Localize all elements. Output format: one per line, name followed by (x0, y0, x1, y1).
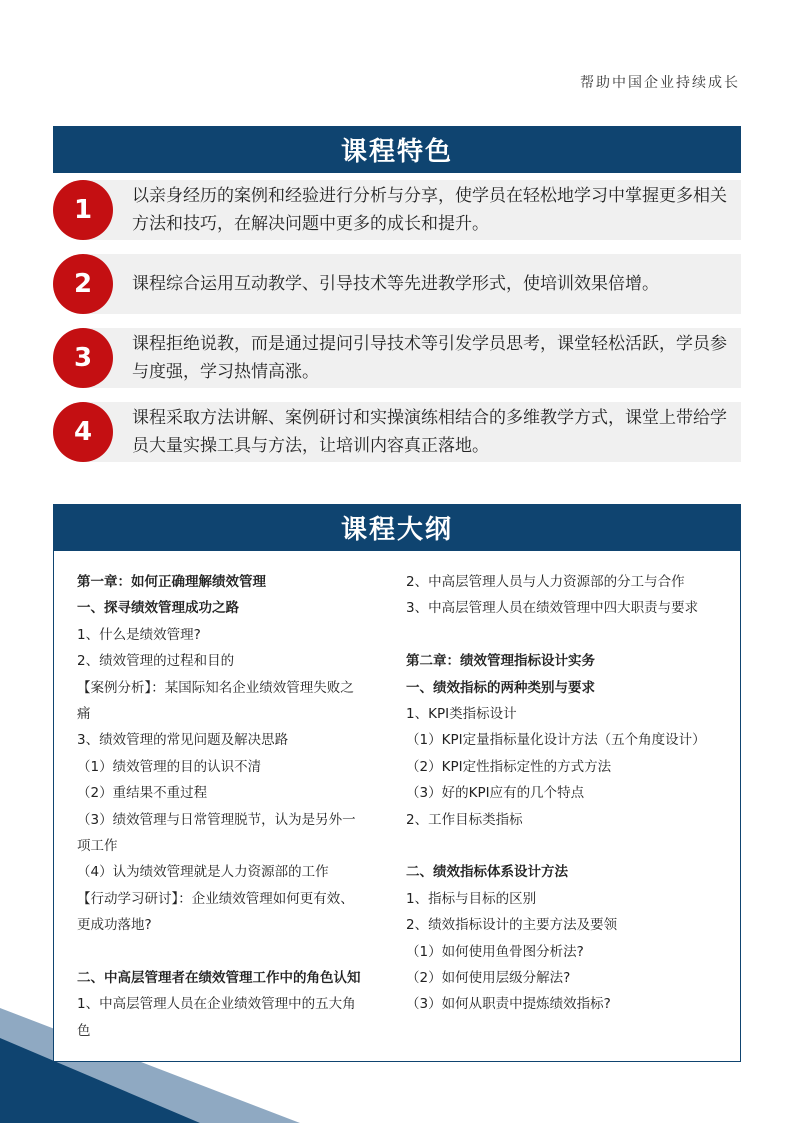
features-section-title: 课程特色 (53, 126, 741, 173)
outline-left-column (77, 569, 367, 1044)
outline-line: 2、中高层管理人员与人力资源部的分工与合作 (406, 574, 685, 590)
outline-line: 3、绩效管理的常见问题及解决思路 (77, 732, 289, 749)
outline-line: 【行动学习研讨】：企业绩效管理如何更有效、更成功落地? (77, 890, 354, 934)
outline-heading: 一、绩效指标的两种类别与要求 (406, 679, 595, 696)
outline-section-title: 课程大纲 (53, 504, 741, 551)
feature-text: 课程采取方法讲解、案例研讨和实操演练相结合的多维教学方式，课堂上带给学员大量实操工具与方法，让培训内容真正落地。 (132, 408, 727, 456)
feature-number-badge: 1 (53, 180, 113, 240)
outline-spacer (406, 622, 724, 648)
outline-line: （2）如何使用层级分解法? (406, 970, 571, 987)
feature-item (53, 402, 741, 462)
outline-line: （1）如何使用鱼骨图分析法? (406, 943, 584, 960)
header-slogan: 帮助中国企业持续成长 (580, 75, 740, 91)
outline-line: （4）认为绩效管理就是人力资源部的工作 (77, 864, 329, 881)
feature-number-badge: 4 (53, 402, 113, 462)
outline-line: 1、指标与目标的区别 (406, 890, 537, 907)
outline-spacer (77, 939, 367, 965)
outline-line: （3）绩效管理与日常管理脱节，认为是另外一项工作 (77, 811, 356, 855)
outline-line: （2）KPI定性指标定性的方式方法 (406, 758, 612, 775)
feature-number-badge: 3 (53, 328, 113, 388)
outline-heading: 第二章：绩效管理指标设计实务 (406, 653, 595, 670)
outline-line: 2、绩效指标设计的主要方法及要领 (406, 917, 618, 934)
outline-content-box (53, 551, 741, 1062)
feature-item (53, 254, 741, 314)
outline-line: 【案例分析】：某国际知名企业绩效管理失败之痛 (77, 679, 354, 723)
feature-number-badge: 2 (53, 254, 113, 314)
outline-line: 2、工作目标类指标 (406, 811, 523, 828)
feature-text: 课程综合运用互动教学、引导技术等先进教学形式，使培训效果倍增。 (132, 274, 659, 294)
outline-heading: 二、中高层管理者在绩效管理工作中的角色认知 (77, 970, 361, 987)
outline-heading: 第一章：如何正确理解绩效管理 (77, 574, 266, 590)
outline-heading: 一、探寻绩效管理成功之路 (77, 600, 239, 617)
outline-line: （3）如何从职责中提炼绩效指标? (406, 996, 611, 1013)
feature-text: 课程拒绝说教，而是通过提问引导技术等引发学员思考，课堂轻松活跃，学员参与度强，学习热情高涨。 (132, 334, 727, 382)
outline-line: 1、什么是绩效管理? (77, 626, 201, 643)
outline-right-column (406, 569, 724, 1018)
outline-line: （3）好的KPI应有的几个特点 (406, 785, 585, 802)
outline-spacer (406, 833, 724, 859)
outline-line: （2）重结果不重过程 (77, 785, 208, 802)
outline-line: （1）绩效管理的目的认识不清 (77, 758, 262, 775)
outline-line: （1）KPI定量指标量化设计方法（五个角度设计） (406, 732, 706, 749)
outline-line: 2、绩效管理的过程和目的 (77, 653, 235, 670)
feature-item (53, 180, 741, 240)
outline-heading: 二、绩效指标体系设计方法 (406, 864, 568, 881)
feature-text: 以亲身经历的案例和经验进行分析与分享，使学员在轻松地学习中掌握更多相关方法和技巧，在解决问题中更多的成长和提升。 (132, 186, 727, 234)
outline-line: 1、中高层管理人员在企业绩效管理中的五大角色 (77, 996, 356, 1039)
outline-line: 3、中高层管理人员在绩效管理中四大职责与要求 (406, 600, 699, 617)
feature-item (53, 328, 741, 388)
outline-line: 1、KPI类指标设计 (406, 706, 517, 723)
